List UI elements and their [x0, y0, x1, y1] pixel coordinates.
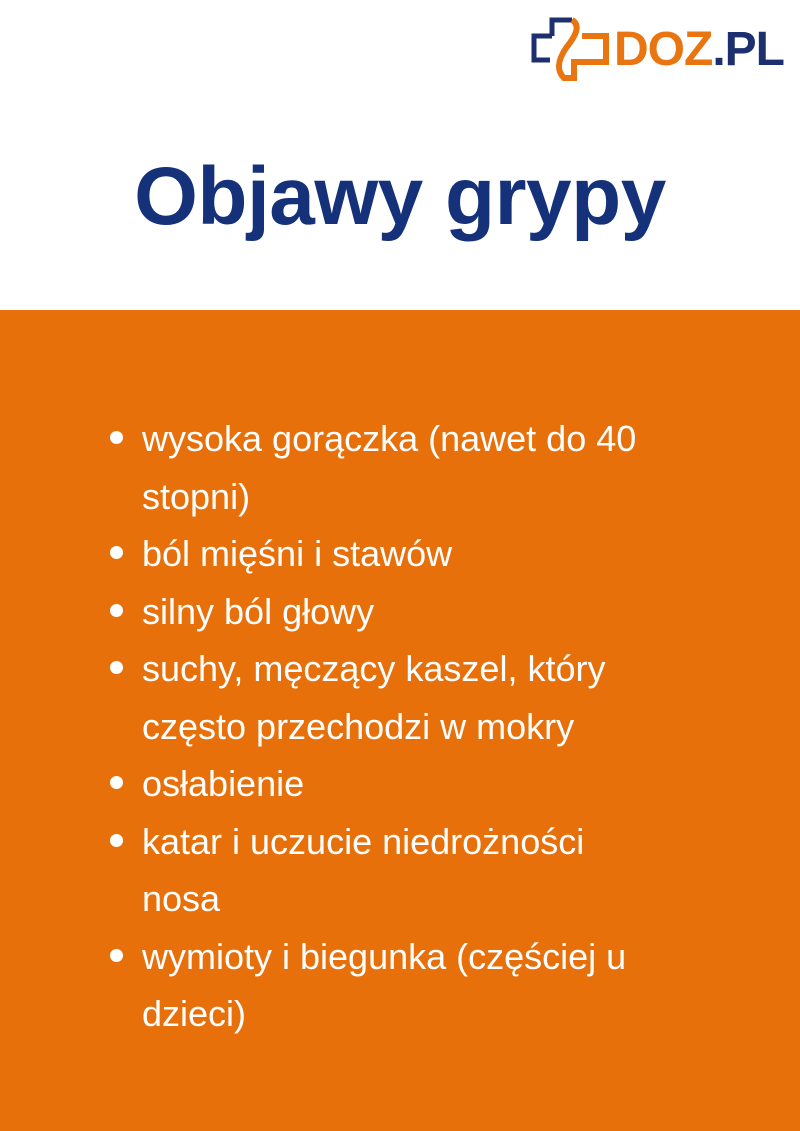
symptom-text: wysoka gorączka (nawet do 40 [142, 418, 637, 459]
symptom-text: katar i uczucie niedrożności [142, 820, 585, 862]
logo-text-pl: .PL [712, 22, 784, 76]
symptom-text: silny ból głowy [142, 590, 375, 632]
bullet-icon [110, 661, 123, 674]
symptoms-list [0, 410, 636, 1043]
symptom-text: wymioty i biegunka (częściej u [142, 935, 627, 977]
symptom-text: stopni) [142, 475, 251, 517]
symptom-item [0, 525, 636, 583]
header-area [0, 0, 800, 310]
pharmacy-cross-icon [530, 16, 610, 82]
bullet-icon [110, 834, 123, 847]
symptom-text: często przechodzi w mokry [142, 705, 575, 747]
symptom-text: suchy, męczący kaszel, który [142, 648, 606, 689]
symptom-item [0, 640, 636, 755]
doz-logo [530, 16, 784, 82]
symptom-text: osłabienie [142, 763, 305, 804]
page-title: Objawy grypy [134, 151, 666, 242]
symptoms-panel [0, 310, 800, 1131]
symptom-item [0, 928, 636, 1043]
bullet-icon [110, 546, 123, 559]
symptom-text: nosa [142, 878, 221, 919]
symptom-text: ból mięśni i stawów [142, 533, 453, 574]
bullet-icon [110, 431, 123, 444]
bullet-icon [110, 604, 123, 617]
symptom-text: dzieci) [142, 993, 247, 1034]
logo-text-doz: DOZ [614, 22, 713, 76]
symptom-item [0, 755, 636, 813]
symptom-item [0, 813, 636, 928]
symptom-item [0, 583, 636, 641]
bullet-icon [110, 949, 123, 962]
bullet-icon [110, 776, 123, 789]
symptom-item [0, 410, 636, 525]
